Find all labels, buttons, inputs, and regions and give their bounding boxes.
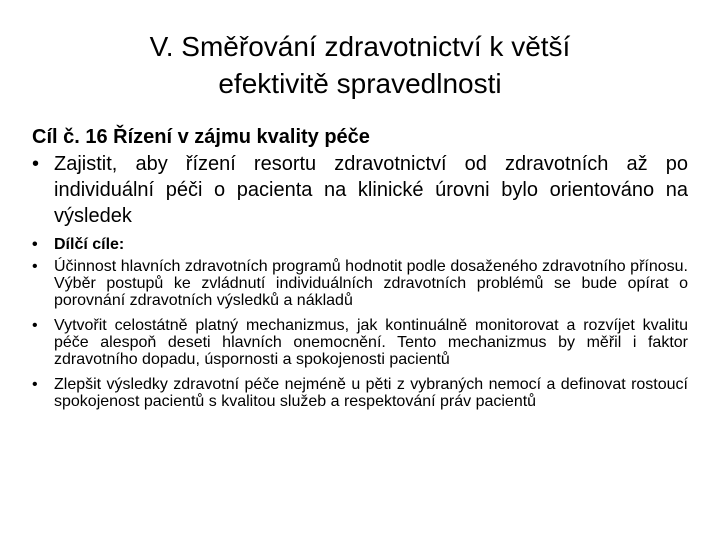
sub-goal-text: Zlepšit výsledky zdravotní péče nejméně u pěti z vybraných nemocí a definovat rostoucí spokojenost pacientů s kvalitou služeb a respektování práv pacientů xyxy=(54,376,688,410)
sub-goal-text: Vytvořit celostátně platný mechanizmus, jak kontinuálně monitorovat a rozvíjet kvalitu péče alespoň deseti hlavních onemocnění. Tento mechanizmus by měřil i faktor zdravotního dopadu, úspornosti a spokojenosti pacientů xyxy=(54,317,688,368)
bullet-icon: • xyxy=(32,236,38,253)
bullet-icon: • xyxy=(32,258,38,275)
sub-goals-list xyxy=(32,236,688,418)
title-line-2: efektivitě spravedlnosti xyxy=(218,68,502,99)
bullet-icon: • xyxy=(32,153,40,175)
sub-goal-text: Účinnost hlavních zdravotních programů hodnotit podle dosaženého zdravotního přínosu. Výběr postupů ke zvládnutí individuálních zdravotních problémů se bude opírat o porovnání zdravotních výsledků a nákladů xyxy=(54,258,688,309)
main-bullet-list xyxy=(32,151,688,229)
goal-heading: Cíl č. 16 Řízení v zájmu kvality péče xyxy=(32,126,370,148)
main-bullet-text: Zajistit, aby řízení resortu zdravotnictví od zdravotních až po individuální péči o pacienta na klinické úrovni bylo orientováno na výsledek xyxy=(54,153,688,227)
sub-goals-heading-item xyxy=(32,236,688,253)
main-bullet-item xyxy=(32,151,688,229)
bullet-icon: • xyxy=(32,317,38,334)
bullet-icon: • xyxy=(32,376,38,393)
title-line-1: V. Směřování zdravotnictví k větší xyxy=(149,31,571,62)
slide-title xyxy=(60,28,660,102)
sub-goal-item xyxy=(32,258,688,309)
sub-goal-item xyxy=(32,376,688,410)
sub-goals-heading: Dílčí cíle: xyxy=(54,236,125,253)
sub-goal-item xyxy=(32,317,688,368)
